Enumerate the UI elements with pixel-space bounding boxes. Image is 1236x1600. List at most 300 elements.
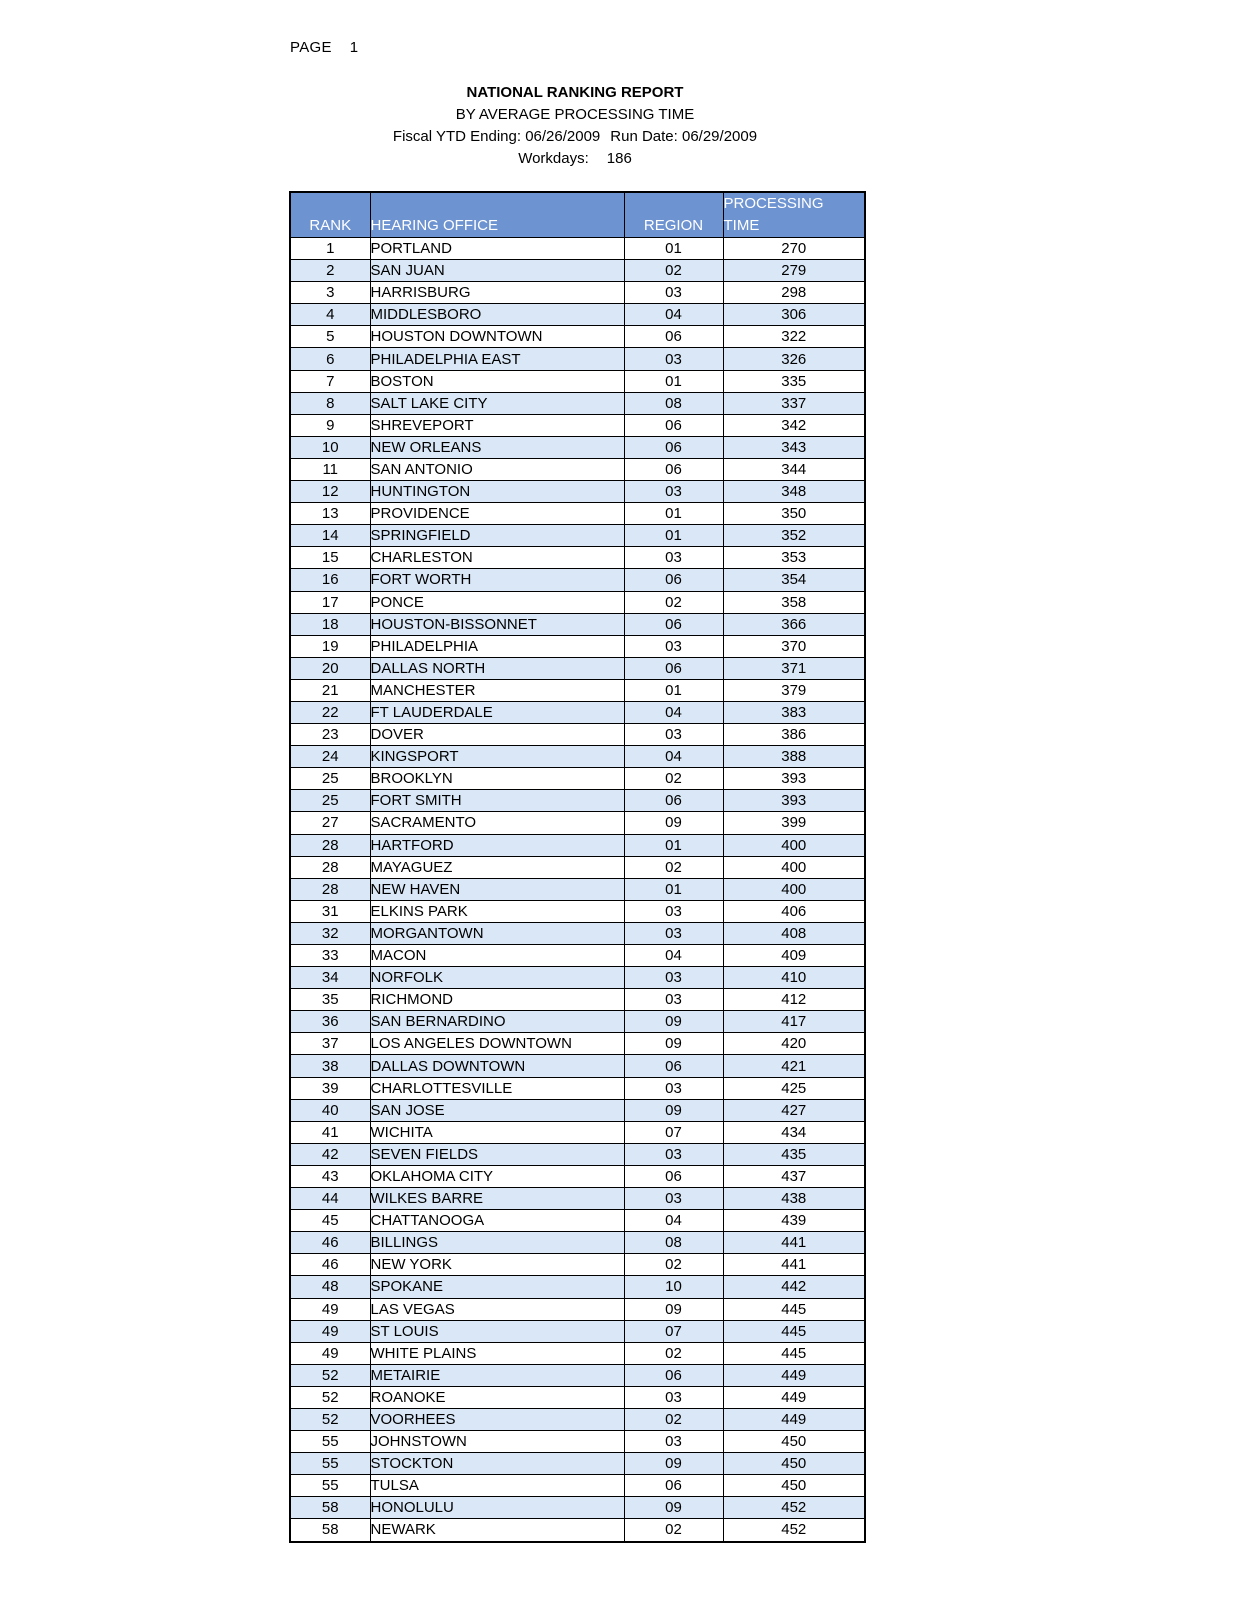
table-row <box>290 1011 865 1033</box>
region-cell: 04 <box>624 945 723 967</box>
hearing-office-cell: WICHITA <box>370 1121 624 1143</box>
region-cell: 01 <box>624 238 723 260</box>
hearing-office-cell: PROVIDENCE <box>370 503 624 525</box>
page-number-label <box>290 39 358 56</box>
region-cell: 03 <box>624 1386 723 1408</box>
region-cell: 01 <box>624 878 723 900</box>
hearing-office-cell: DALLAS DOWNTOWN <box>370 1055 624 1077</box>
column-header-hearing-office: HEARING OFFICE <box>370 192 624 238</box>
hearing-office-cell: MAYAGUEZ <box>370 856 624 878</box>
hearing-office-cell: SAN JOSE <box>370 1099 624 1121</box>
table-row <box>290 1276 865 1298</box>
processing-time-cell: 306 <box>723 304 865 326</box>
rank-cell: 21 <box>290 679 370 701</box>
hearing-office-cell: HOUSTON-BISSONNET <box>370 613 624 635</box>
rank-cell: 55 <box>290 1431 370 1453</box>
processing-time-cell: 343 <box>723 436 865 458</box>
processing-time-cell: 371 <box>723 657 865 679</box>
rank-cell: 41 <box>290 1121 370 1143</box>
region-cell: 08 <box>624 392 723 414</box>
hearing-office-cell: CHATTANOOGA <box>370 1210 624 1232</box>
hearing-office-cell: NEWARK <box>370 1519 624 1542</box>
processing-time-cell: 400 <box>723 856 865 878</box>
processing-time-cell: 441 <box>723 1254 865 1276</box>
hearing-office-cell: PHILADELPHIA EAST <box>370 348 624 370</box>
processing-time-cell: 335 <box>723 370 865 392</box>
table-row <box>290 635 865 657</box>
table-row <box>290 834 865 856</box>
processing-time-cell: 434 <box>723 1121 865 1143</box>
rank-cell: 46 <box>290 1254 370 1276</box>
table-row <box>290 569 865 591</box>
hearing-office-cell: SEVEN FIELDS <box>370 1143 624 1165</box>
processing-time-cell: 435 <box>723 1143 865 1165</box>
rank-cell: 32 <box>290 922 370 944</box>
table-row <box>290 414 865 436</box>
rank-cell: 40 <box>290 1099 370 1121</box>
table-row <box>290 746 865 768</box>
table-row <box>290 1055 865 1077</box>
table-row <box>290 348 865 370</box>
processing-time-cell: 279 <box>723 260 865 282</box>
rank-cell: 37 <box>290 1033 370 1055</box>
rank-cell: 27 <box>290 812 370 834</box>
region-cell: 06 <box>624 1475 723 1497</box>
column-header-processing-time <box>723 192 865 238</box>
hearing-office-cell: JOHNSTOWN <box>370 1431 624 1453</box>
workdays-value: 186 <box>606 150 632 167</box>
hearing-office-cell: HOUSTON DOWNTOWN <box>370 326 624 348</box>
rank-cell: 25 <box>290 768 370 790</box>
workdays <box>0 148 1150 170</box>
region-cell: 06 <box>624 1364 723 1386</box>
table-row <box>290 238 865 260</box>
hearing-office-cell: PHILADELPHIA <box>370 635 624 657</box>
rank-cell: 28 <box>290 878 370 900</box>
table-row <box>290 1143 865 1165</box>
rank-cell: 6 <box>290 348 370 370</box>
rank-cell: 13 <box>290 503 370 525</box>
region-cell: 09 <box>624 1033 723 1055</box>
rank-cell: 58 <box>290 1497 370 1519</box>
region-cell: 03 <box>624 922 723 944</box>
hearing-office-cell: ELKINS PARK <box>370 900 624 922</box>
rank-cell: 28 <box>290 834 370 856</box>
region-cell: 03 <box>624 1431 723 1453</box>
hearing-office-cell: OKLAHOMA CITY <box>370 1165 624 1187</box>
region-cell: 10 <box>624 1276 723 1298</box>
region-cell: 03 <box>624 967 723 989</box>
column-header-rank: RANK <box>290 192 370 238</box>
processing-time-cell: 437 <box>723 1165 865 1187</box>
region-cell: 06 <box>624 326 723 348</box>
rank-cell: 39 <box>290 1077 370 1099</box>
table-row <box>290 922 865 944</box>
table-row <box>290 1408 865 1430</box>
region-cell: 01 <box>624 503 723 525</box>
hearing-office-cell: MANCHESTER <box>370 679 624 701</box>
table-row <box>290 900 865 922</box>
rank-cell: 7 <box>290 370 370 392</box>
region-cell: 06 <box>624 414 723 436</box>
region-cell: 02 <box>624 768 723 790</box>
page-number: 1 <box>349 39 359 56</box>
processing-time-cell: 439 <box>723 1210 865 1232</box>
rank-cell: 15 <box>290 547 370 569</box>
region-cell: 04 <box>624 304 723 326</box>
processing-time-cell: 326 <box>723 348 865 370</box>
table-row <box>290 679 865 701</box>
region-cell: 01 <box>624 525 723 547</box>
hearing-office-cell: MACON <box>370 945 624 967</box>
hearing-office-cell: DALLAS NORTH <box>370 657 624 679</box>
hearing-office-cell: HUNTINGTON <box>370 481 624 503</box>
region-cell: 03 <box>624 481 723 503</box>
table-row <box>290 1165 865 1187</box>
table-row <box>290 392 865 414</box>
region-cell: 02 <box>624 1519 723 1542</box>
table-row <box>290 591 865 613</box>
region-cell: 08 <box>624 1232 723 1254</box>
processing-time-cell: 406 <box>723 900 865 922</box>
rank-cell: 36 <box>290 1011 370 1033</box>
rank-cell: 23 <box>290 724 370 746</box>
hearing-office-cell: DOVER <box>370 724 624 746</box>
rank-cell: 34 <box>290 967 370 989</box>
hearing-office-cell: FORT WORTH <box>370 569 624 591</box>
hearing-office-cell: LOS ANGELES DOWNTOWN <box>370 1033 624 1055</box>
region-cell: 03 <box>624 900 723 922</box>
hearing-office-cell: STOCKTON <box>370 1453 624 1475</box>
table-row <box>290 989 865 1011</box>
table-row <box>290 1077 865 1099</box>
hearing-office-cell: RICHMOND <box>370 989 624 1011</box>
table-row <box>290 1386 865 1408</box>
hearing-office-cell: HONOLULU <box>370 1497 624 1519</box>
column-header-processing-time-line2: TIME <box>723 217 760 234</box>
processing-time-cell: 409 <box>723 945 865 967</box>
processing-time-cell: 383 <box>723 701 865 723</box>
processing-time-cell: 450 <box>723 1431 865 1453</box>
processing-time-cell: 400 <box>723 878 865 900</box>
rank-cell: 49 <box>290 1298 370 1320</box>
region-cell: 03 <box>624 1077 723 1099</box>
hearing-office-cell: CHARLOTTESVILLE <box>370 1077 624 1099</box>
region-cell: 09 <box>624 1011 723 1033</box>
rank-cell: 25 <box>290 790 370 812</box>
table-row <box>290 1475 865 1497</box>
processing-time-cell: 370 <box>723 635 865 657</box>
processing-time-cell: 388 <box>723 746 865 768</box>
processing-time-cell: 449 <box>723 1408 865 1430</box>
rank-cell: 18 <box>290 613 370 635</box>
region-cell: 03 <box>624 1143 723 1165</box>
hearing-office-cell: NEW YORK <box>370 1254 624 1276</box>
hearing-office-cell: BOSTON <box>370 370 624 392</box>
hearing-office-cell: NEW HAVEN <box>370 878 624 900</box>
rank-cell: 46 <box>290 1232 370 1254</box>
processing-time-cell: 352 <box>723 525 865 547</box>
region-cell: 02 <box>624 1254 723 1276</box>
processing-time-cell: 400 <box>723 834 865 856</box>
processing-time-cell: 449 <box>723 1386 865 1408</box>
table-row <box>290 701 865 723</box>
rank-cell: 55 <box>290 1475 370 1497</box>
processing-time-cell: 353 <box>723 547 865 569</box>
rank-cell: 35 <box>290 989 370 1011</box>
rank-cell: 19 <box>290 635 370 657</box>
rank-cell: 17 <box>290 591 370 613</box>
processing-time-cell: 393 <box>723 790 865 812</box>
rank-cell: 43 <box>290 1165 370 1187</box>
region-cell: 04 <box>624 746 723 768</box>
hearing-office-cell: VOORHEES <box>370 1408 624 1430</box>
rank-cell: 52 <box>290 1408 370 1430</box>
region-cell: 03 <box>624 348 723 370</box>
table-body <box>290 238 865 1542</box>
processing-time-cell: 270 <box>723 238 865 260</box>
processing-time-cell: 342 <box>723 414 865 436</box>
hearing-office-cell: SALT LAKE CITY <box>370 392 624 414</box>
processing-time-cell: 298 <box>723 282 865 304</box>
hearing-office-cell: SACRAMENTO <box>370 812 624 834</box>
processing-time-cell: 322 <box>723 326 865 348</box>
region-cell: 06 <box>624 657 723 679</box>
rank-cell: 5 <box>290 326 370 348</box>
region-cell: 03 <box>624 547 723 569</box>
table-row <box>290 812 865 834</box>
region-cell: 07 <box>624 1320 723 1342</box>
hearing-office-cell: ST LOUIS <box>370 1320 624 1342</box>
region-cell: 06 <box>624 569 723 591</box>
hearing-office-cell: KINGSPORT <box>370 746 624 768</box>
hearing-office-cell: WHITE PLAINS <box>370 1342 624 1364</box>
rank-cell: 4 <box>290 304 370 326</box>
run-date: Run Date: 06/29/2009 <box>610 128 758 145</box>
rank-cell: 2 <box>290 260 370 282</box>
hearing-office-cell: FORT SMITH <box>370 790 624 812</box>
table-row <box>290 260 865 282</box>
table-row <box>290 547 865 569</box>
rank-cell: 8 <box>290 392 370 414</box>
region-cell: 07 <box>624 1121 723 1143</box>
rank-cell: 58 <box>290 1519 370 1542</box>
region-cell: 03 <box>624 724 723 746</box>
processing-time-cell: 438 <box>723 1188 865 1210</box>
region-cell: 02 <box>624 260 723 282</box>
table-row <box>290 1254 865 1276</box>
rank-cell: 31 <box>290 900 370 922</box>
rank-cell: 52 <box>290 1364 370 1386</box>
hearing-office-cell: FT LAUDERDALE <box>370 701 624 723</box>
region-cell: 03 <box>624 635 723 657</box>
processing-time-cell: 441 <box>723 1232 865 1254</box>
processing-time-cell: 350 <box>723 503 865 525</box>
table-row <box>290 967 865 989</box>
region-cell: 01 <box>624 679 723 701</box>
region-cell: 06 <box>624 458 723 480</box>
rank-cell: 22 <box>290 701 370 723</box>
table-row <box>290 1033 865 1055</box>
table-header-row <box>290 192 865 238</box>
hearing-office-cell: SPRINGFIELD <box>370 525 624 547</box>
hearing-office-cell: ROANOKE <box>370 1386 624 1408</box>
region-cell: 02 <box>624 1342 723 1364</box>
hearing-office-cell: METAIRIE <box>370 1364 624 1386</box>
table-row <box>290 481 865 503</box>
hearing-office-cell: WILKES BARRE <box>370 1188 624 1210</box>
processing-time-cell: 417 <box>723 1011 865 1033</box>
table-row <box>290 1497 865 1519</box>
processing-time-cell: 412 <box>723 989 865 1011</box>
rank-cell: 52 <box>290 1386 370 1408</box>
rank-cell: 33 <box>290 945 370 967</box>
region-cell: 09 <box>624 1298 723 1320</box>
rank-cell: 48 <box>290 1276 370 1298</box>
processing-time-cell: 399 <box>723 812 865 834</box>
table-row <box>290 1431 865 1453</box>
table-row <box>290 1320 865 1342</box>
table-row <box>290 326 865 348</box>
region-cell: 06 <box>624 436 723 458</box>
table-row <box>290 724 865 746</box>
processing-time-cell: 445 <box>723 1342 865 1364</box>
processing-time-cell: 420 <box>723 1033 865 1055</box>
table-row <box>290 1519 865 1542</box>
hearing-office-cell: NORFOLK <box>370 967 624 989</box>
region-cell: 01 <box>624 834 723 856</box>
region-cell: 06 <box>624 790 723 812</box>
rank-cell: 14 <box>290 525 370 547</box>
report-dates <box>0 126 1150 148</box>
hearing-office-cell: PONCE <box>370 591 624 613</box>
workdays-label: Workdays: <box>518 150 589 167</box>
region-cell: 03 <box>624 989 723 1011</box>
table-row <box>290 525 865 547</box>
processing-time-cell: 358 <box>723 591 865 613</box>
rank-cell: 20 <box>290 657 370 679</box>
page-label-text: PAGE <box>290 39 332 56</box>
processing-time-cell: 386 <box>723 724 865 746</box>
region-cell: 02 <box>624 591 723 613</box>
table-row <box>290 370 865 392</box>
table-row <box>290 768 865 790</box>
rank-cell: 45 <box>290 1210 370 1232</box>
column-header-processing-time-line1: PROCESSING <box>723 195 824 212</box>
processing-time-cell: 410 <box>723 967 865 989</box>
rank-cell: 55 <box>290 1453 370 1475</box>
region-cell: 02 <box>624 856 723 878</box>
hearing-office-cell: MORGANTOWN <box>370 922 624 944</box>
processing-time-cell: 366 <box>723 613 865 635</box>
table-row <box>290 856 865 878</box>
region-cell: 06 <box>624 1165 723 1187</box>
region-cell: 04 <box>624 701 723 723</box>
hearing-office-cell: SAN ANTONIO <box>370 458 624 480</box>
processing-time-cell: 393 <box>723 768 865 790</box>
processing-time-cell: 450 <box>723 1475 865 1497</box>
hearing-office-cell: SPOKANE <box>370 1276 624 1298</box>
table-row <box>290 613 865 635</box>
rank-cell: 3 <box>290 282 370 304</box>
table-row <box>290 1453 865 1475</box>
region-cell: 01 <box>624 370 723 392</box>
column-header-region: REGION <box>624 192 723 238</box>
rank-cell: 11 <box>290 458 370 480</box>
table-row <box>290 1188 865 1210</box>
rank-cell: 38 <box>290 1055 370 1077</box>
report-title: NATIONAL RANKING REPORT <box>466 84 684 101</box>
hearing-office-cell: SAN BERNARDINO <box>370 1011 624 1033</box>
table-row <box>290 1364 865 1386</box>
table-row <box>290 878 865 900</box>
table-row <box>290 1298 865 1320</box>
table-row <box>290 436 865 458</box>
hearing-office-cell: BILLINGS <box>370 1232 624 1254</box>
processing-time-cell: 452 <box>723 1497 865 1519</box>
processing-time-cell: 445 <box>723 1298 865 1320</box>
hearing-office-cell: PORTLAND <box>370 238 624 260</box>
table-row <box>290 304 865 326</box>
hearing-office-cell: NEW ORLEANS <box>370 436 624 458</box>
table-row <box>290 657 865 679</box>
processing-time-cell: 337 <box>723 392 865 414</box>
table-row <box>290 1342 865 1364</box>
rank-cell: 12 <box>290 481 370 503</box>
rank-cell: 10 <box>290 436 370 458</box>
processing-time-cell: 450 <box>723 1453 865 1475</box>
processing-time-cell: 425 <box>723 1077 865 1099</box>
region-cell: 09 <box>624 812 723 834</box>
fiscal-ytd-ending: Fiscal YTD Ending: 06/26/2009 <box>392 128 601 145</box>
region-cell: 04 <box>624 1210 723 1232</box>
ranking-table <box>289 191 866 1543</box>
table-row <box>290 1099 865 1121</box>
processing-time-cell: 421 <box>723 1055 865 1077</box>
report-subtitle: BY AVERAGE PROCESSING TIME <box>455 106 695 123</box>
hearing-office-cell: TULSA <box>370 1475 624 1497</box>
processing-time-cell: 408 <box>723 922 865 944</box>
region-cell: 09 <box>624 1099 723 1121</box>
table-row <box>290 1232 865 1254</box>
processing-time-cell: 348 <box>723 481 865 503</box>
table-row <box>290 503 865 525</box>
hearing-office-cell: BROOKLYN <box>370 768 624 790</box>
region-cell: 09 <box>624 1497 723 1519</box>
region-cell: 03 <box>624 282 723 304</box>
rank-cell: 24 <box>290 746 370 768</box>
rank-cell: 49 <box>290 1342 370 1364</box>
processing-time-cell: 379 <box>723 679 865 701</box>
table-row <box>290 790 865 812</box>
region-cell: 02 <box>624 1408 723 1430</box>
hearing-office-cell: LAS VEGAS <box>370 1298 624 1320</box>
table-row <box>290 945 865 967</box>
hearing-office-cell: MIDDLESBORO <box>370 304 624 326</box>
rank-cell: 1 <box>290 238 370 260</box>
processing-time-cell: 344 <box>723 458 865 480</box>
table-row <box>290 1121 865 1143</box>
rank-cell: 44 <box>290 1188 370 1210</box>
processing-time-cell: 442 <box>723 1276 865 1298</box>
rank-cell: 9 <box>290 414 370 436</box>
hearing-office-cell: SAN JUAN <box>370 260 624 282</box>
region-cell: 03 <box>624 1188 723 1210</box>
table-row <box>290 1210 865 1232</box>
rank-cell: 16 <box>290 569 370 591</box>
processing-time-cell: 452 <box>723 1519 865 1542</box>
table-row <box>290 458 865 480</box>
